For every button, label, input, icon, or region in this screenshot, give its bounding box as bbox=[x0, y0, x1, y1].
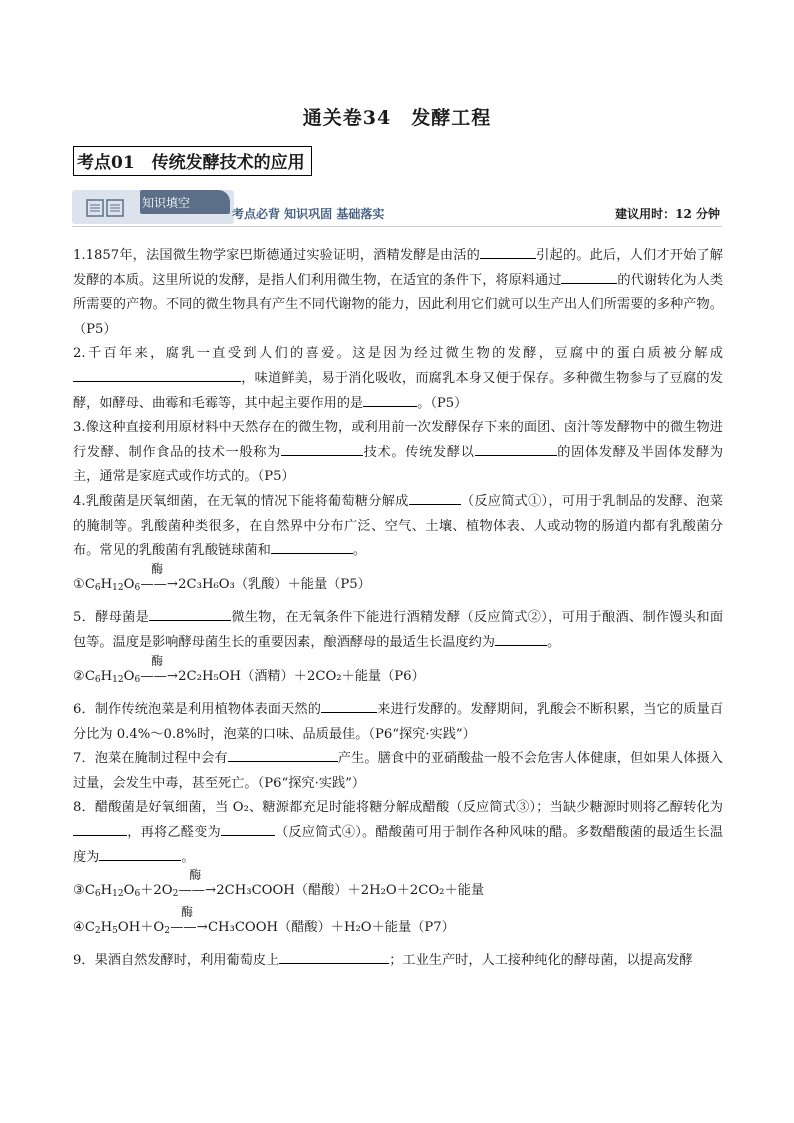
question-1: 1.1857年，法国微生物学家巴斯德通过实验证明，酒精发酵是由活的 引起的。此后，人们才开始了解发酵的本质。这里所说的发酵，是指人们利用微生物，在适宜的条件下，将原料通过 的代谢转化为人类所需要的产物。不同的微生物具有产生不同代谢物的能力，因此利用它们就可以生产出人们所需要的多种产物。（P5） bbox=[73, 244, 723, 342]
question-6: 6．制作传统泡菜是利用植物体表面天然的 来进行发酵的。发酵期间，乳酸会不断积累，当它的质量百分比为 0.4%～0.8%时，泡菜的口味、品质最佳。（P6“探究·实践”） bbox=[73, 698, 723, 747]
question-4: 4.乳酸菌是厌氧细菌，在无氧的情况下能将葡萄糖分解成 （反应简式①），可用于乳制品的发酵、泡菜的腌制等。乳酸菌种类很多，在自然界中分布广泛、空气、土壤、植物体表、人或动物的肠道内都有乳酸菌分布。常见的乳酸菌有乳酸链球菌和 。 bbox=[73, 490, 723, 564]
answer-blank[interactable] bbox=[228, 747, 338, 762]
equation-3: $③C_6H_{12}O_6+2O_2$ 酶 ——→2CH₃COOH（醋酸）＋2H₂O＋2CO₂＋能量 bbox=[73, 879, 723, 907]
answer-blank[interactable] bbox=[409, 490, 461, 505]
knowledge-banner bbox=[72, 190, 722, 230]
question-5: 5．酵母菌是 微生物，在无氧条件下能进行酒精发酵（反应简式②），可用于酿酒、制作馒头和面包等。温度是影响酵母菌生长的重要因素，酿酒酵母的最适生长温度约为 。 bbox=[73, 606, 723, 655]
section-heading: 考点01 传统发酵技术的应用 bbox=[73, 146, 312, 176]
answer-blank[interactable] bbox=[475, 441, 557, 456]
reaction-arrow: 酶 ——→ bbox=[170, 904, 208, 935]
banner-divider bbox=[72, 226, 722, 227]
answer-blank[interactable] bbox=[271, 539, 353, 554]
banner-slogan: 考点必背 知识巩固 基础落实 bbox=[232, 207, 385, 221]
answer-blank[interactable] bbox=[73, 821, 127, 836]
answer-blank[interactable] bbox=[363, 392, 417, 407]
suggested-time: 建议用时：12 分钟 bbox=[615, 207, 720, 221]
page-title: 通关卷34 发酵工程 bbox=[302, 107, 492, 129]
book-icon bbox=[86, 199, 124, 217]
answer-blank[interactable] bbox=[99, 846, 181, 861]
answer-blank[interactable] bbox=[73, 367, 241, 382]
equation-2: $②C_6H_{12}O_6$ 酶 ——→2C₂H₅OH（酒精）＋2CO₂＋能量（P6） bbox=[73, 665, 723, 693]
question-list bbox=[73, 244, 723, 974]
reaction-arrow: 酶 ——→ bbox=[178, 868, 217, 899]
equation-1: $①C_6H_{12}O_6$ 酶 ——→2C₃H₆O₃（乳酸）＋能量（P5） bbox=[73, 573, 723, 601]
reaction-arrow: 酶 ——→ bbox=[140, 653, 178, 684]
question-2: 2.千百年来，腐乳一直受到人们的喜爱。这是因为经过微生物的发酵，豆腐中的蛋白质被分解成，味道鲜美，易于消化吸收，而腐乳本身又便于保存。多种微生物参与了豆腐的发酵，如酵母、曲霉和毛霉等，其中起主要作用的是 。（P5） bbox=[73, 346, 723, 411]
answer-blank[interactable] bbox=[149, 606, 231, 621]
question-9: 9．果酒自然发酵时，利用葡萄皮上 ；工业生产时，人工接种纯化的酵母菌，以提高发酵 bbox=[73, 949, 723, 974]
answer-blank[interactable] bbox=[495, 631, 547, 646]
answer-blank[interactable] bbox=[321, 698, 377, 713]
answer-blank[interactable] bbox=[480, 244, 536, 259]
equation-4: $④C_2H_5OH+O_2$ 酶 ——→CH₃COOH（醋酸）＋H₂O＋能量（P7） bbox=[73, 916, 723, 944]
answer-blank[interactable] bbox=[561, 269, 617, 284]
reaction-arrow: 酶 ——→ bbox=[140, 561, 178, 592]
answer-blank[interactable] bbox=[279, 949, 389, 964]
answer-blank[interactable] bbox=[221, 821, 275, 836]
question-8: 8．醋酸菌是好氧细菌，当 O₂、糖源都充足时能将糖分解成醋酸（反应简式③）；当缺少糖源时则将乙醇转化为，再将乙醛变为 （反应简式④）。醋酸菌可用于制作各种风味的醋。多数醋酸菌的最适生长温度为 。 bbox=[73, 800, 724, 865]
question-7: 7．泡菜在腌制过程中会有 产生。膳食中的亚硝酸盐一般不会危害人体健康，但如果人体摄入过量，会发生中毒，甚至死亡。（P6“探究·实践”） bbox=[73, 747, 723, 796]
answer-blank[interactable] bbox=[281, 441, 363, 456]
banner-tab-label: 知识填空 bbox=[142, 196, 191, 210]
question-3: 3.像这种直接利用原材料中天然存在的微生物，或利用前一次发酵保存下来的面团、卤汁等发酵物中的微生物进行发酵、制作食品的技术一般称为 技术。传统发酵以 的固体发酵及半固体发酵为主，通常是家庭式或作坊式的。（P5） bbox=[73, 420, 724, 485]
